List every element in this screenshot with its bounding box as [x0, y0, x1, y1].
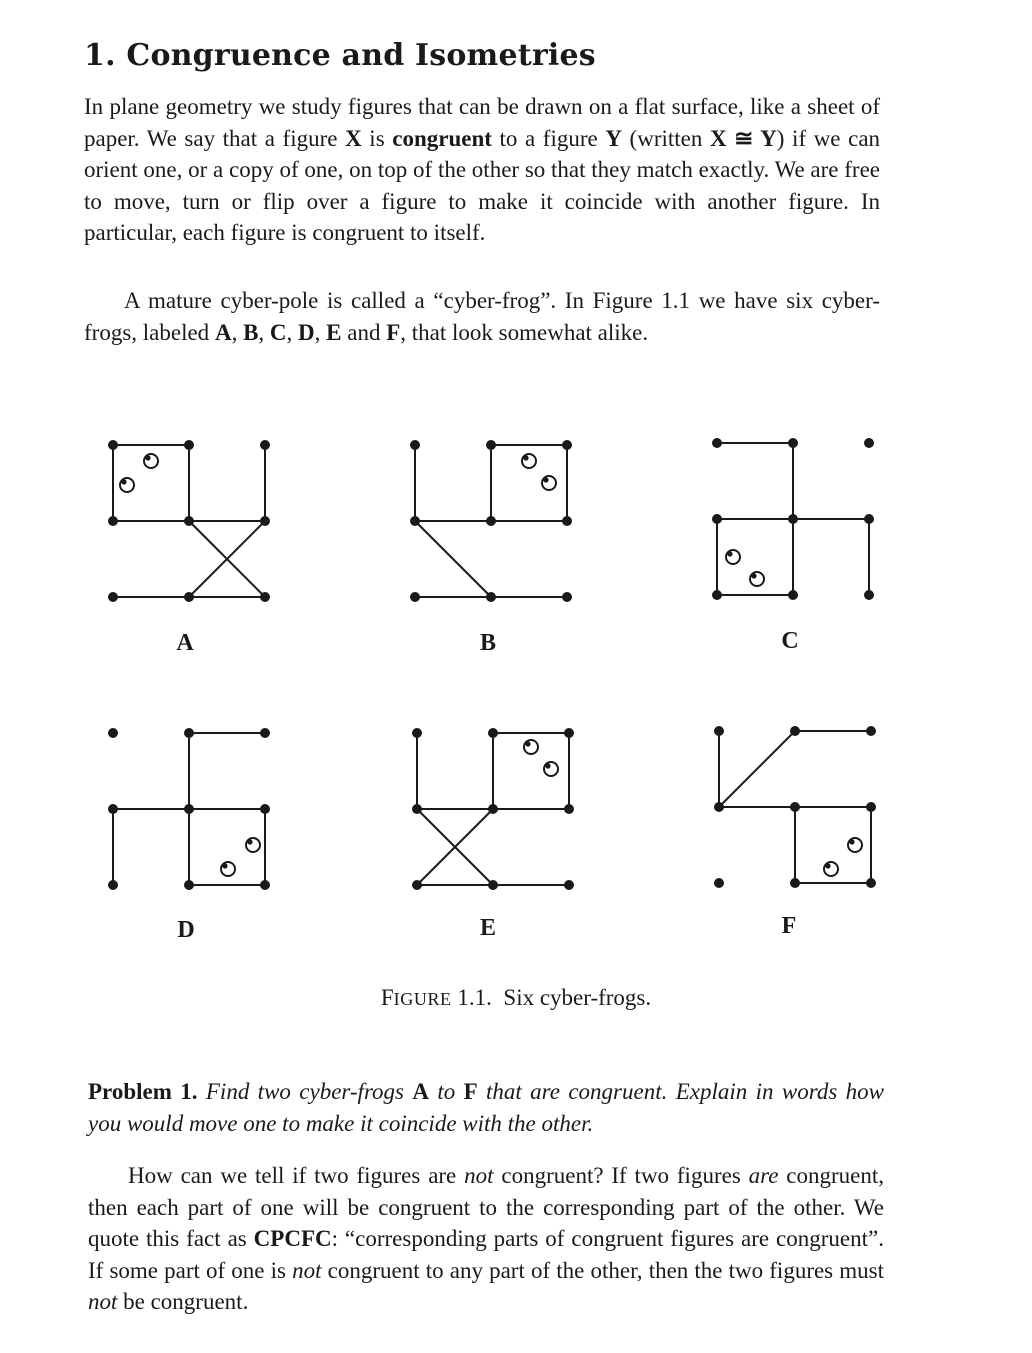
- frog-vertex-dot: [712, 438, 722, 448]
- frog-pupil: [247, 839, 252, 844]
- frog-vertex-dot: [260, 880, 270, 890]
- frog-vertex-dot: [866, 878, 876, 888]
- frog-pupil: [751, 573, 756, 578]
- cyber-frogs-drawing: [0, 400, 1032, 960]
- frog-vertex-dot: [790, 726, 800, 736]
- frog-vertex-dot: [486, 440, 496, 450]
- frog-vertex-dot: [866, 802, 876, 812]
- frog-vertex-dot: [488, 728, 498, 738]
- frog-eye: [120, 478, 134, 492]
- frog-vertex-dot: [788, 590, 798, 600]
- section-title: 1. Congruence and Isometries: [84, 38, 596, 73]
- frog-eye: [750, 572, 764, 586]
- frog-pupil: [525, 741, 530, 746]
- frog-label-d: D: [177, 917, 195, 943]
- frog-vertex-dot: [260, 592, 270, 602]
- frog-vertex-dot: [108, 440, 118, 450]
- cyber-frog-e: [412, 728, 574, 890]
- frog-vertex-dot: [788, 438, 798, 448]
- frog-vertex-dot: [412, 880, 422, 890]
- frog-vertex-dot: [488, 804, 498, 814]
- frog-vertex-dot: [410, 440, 420, 450]
- frog-vertex-dot: [108, 880, 118, 890]
- frog-pupil: [727, 551, 732, 556]
- frog-vertex-dot: [714, 726, 724, 736]
- frog-eye: [221, 862, 235, 876]
- cyber-frog-b: [410, 440, 572, 602]
- frog-pupil: [545, 763, 550, 768]
- frog-pupil: [825, 863, 830, 868]
- figure-caption: FIGURE 1.1. Six cyber-frogs.: [380, 985, 652, 1010]
- frog-eye: [524, 740, 538, 754]
- frog-label-e: E: [479, 915, 497, 941]
- frog-vertex-dot: [108, 592, 118, 602]
- frog-vertex-dot: [486, 592, 496, 602]
- frog-edge: [719, 731, 795, 807]
- frog-vertex-dot: [866, 726, 876, 736]
- frog-eye: [848, 838, 862, 852]
- frog-pupil: [849, 839, 854, 844]
- frog-vertex-dot: [562, 592, 572, 602]
- paragraph-definition: In plane geometry we study figures that can be drawn on a flat surface, like a sheet of paper. We say that a figure X is congruent to a figure Y (written X ≅ Y) if we can orient one, or a copy of one, on top of the other so that they match exactly. We are free to move, turn or flip over a figure to make it coincide with another figure. In particular, each figure is congruent to itself.: [84, 94, 881, 245]
- frog-eye: [542, 476, 556, 490]
- frog-vertex-dot: [260, 728, 270, 738]
- frog-vertex-dot: [712, 590, 722, 600]
- cyber-frog-d: [108, 728, 270, 890]
- frog-vertex-dot: [184, 516, 194, 526]
- frog-vertex-dot: [184, 440, 194, 450]
- frog-label-c: C: [781, 628, 799, 654]
- frog-vertex-dot: [184, 728, 194, 738]
- frog-eye: [522, 454, 536, 468]
- frog-pupil: [121, 479, 126, 484]
- frog-vertex-dot: [184, 804, 194, 814]
- frog-vertex-dot: [714, 802, 724, 812]
- frog-edge: [415, 521, 491, 597]
- frog-vertex-dot: [790, 802, 800, 812]
- cyber-frog-f: [714, 726, 876, 888]
- frog-vertex-dot: [412, 728, 422, 738]
- frog-label-b: B: [479, 630, 497, 656]
- frog-vertex-dot: [184, 880, 194, 890]
- frog-vertex-dot: [410, 516, 420, 526]
- cyber-frog-c: [712, 438, 874, 600]
- frog-vertex-dot: [788, 514, 798, 524]
- frog-vertex-dot: [488, 880, 498, 890]
- frog-vertex-dot: [864, 514, 874, 524]
- frog-vertex-dot: [564, 804, 574, 814]
- frog-vertex-dot: [562, 440, 572, 450]
- frog-eye: [544, 762, 558, 776]
- problem-1: Problem 1. Find two cyber-frogs A to F that are congruent. Explain in words how you would move one to make it coincide with the other.: [88, 1079, 884, 1136]
- frog-pupil: [222, 863, 227, 868]
- frog-vertex-dot: [864, 590, 874, 600]
- frog-eye: [246, 838, 260, 852]
- frog-vertex-dot: [410, 592, 420, 602]
- frog-pupil: [145, 455, 150, 460]
- frog-vertex-dot: [184, 592, 194, 602]
- frog-vertex-dot: [260, 516, 270, 526]
- frog-vertex-dot: [108, 516, 118, 526]
- frog-vertex-dot: [412, 804, 422, 814]
- frog-label-f: F: [781, 913, 797, 939]
- frog-vertex-dot: [486, 516, 496, 526]
- frog-vertex-dot: [712, 514, 722, 524]
- frog-vertex-dot: [864, 438, 874, 448]
- frog-pupil: [543, 477, 548, 482]
- frog-eye: [726, 550, 740, 564]
- paragraph-cyber-frogs: A mature cyber-pole is called a “cyber-frog”. In Figure 1.1 we have six cyber-frogs, labeled A, B, C, D, E and F, that look somewhat alike.: [84, 288, 880, 345]
- cyber-frog-a: [108, 440, 270, 602]
- frog-eye: [144, 454, 158, 468]
- frog-vertex-dot: [564, 728, 574, 738]
- frog-vertex-dot: [108, 804, 118, 814]
- frog-vertex-dot: [108, 728, 118, 738]
- frog-vertex-dot: [714, 878, 724, 888]
- frog-vertex-dot: [260, 804, 270, 814]
- frog-eye: [824, 862, 838, 876]
- frog-label-a: A: [176, 630, 194, 656]
- frog-pupil: [523, 455, 528, 460]
- figure-cyber-frogs: [0, 400, 1032, 960]
- frog-vertex-dot: [562, 516, 572, 526]
- frog-vertex-dot: [564, 880, 574, 890]
- paragraph-cpcfc: How can we tell if two figures are not congruent? If two figures are congruent, then each part of one will be congruent to the corresponding part of the other. We quote this fact as CPCFC: “corresponding parts of congruent figures are congruent”. If some part of one is not congruent to any part of the other, then the two figures must not be congruent.: [88, 1163, 885, 1314]
- frog-vertex-dot: [260, 440, 270, 450]
- frog-vertex-dot: [790, 878, 800, 888]
